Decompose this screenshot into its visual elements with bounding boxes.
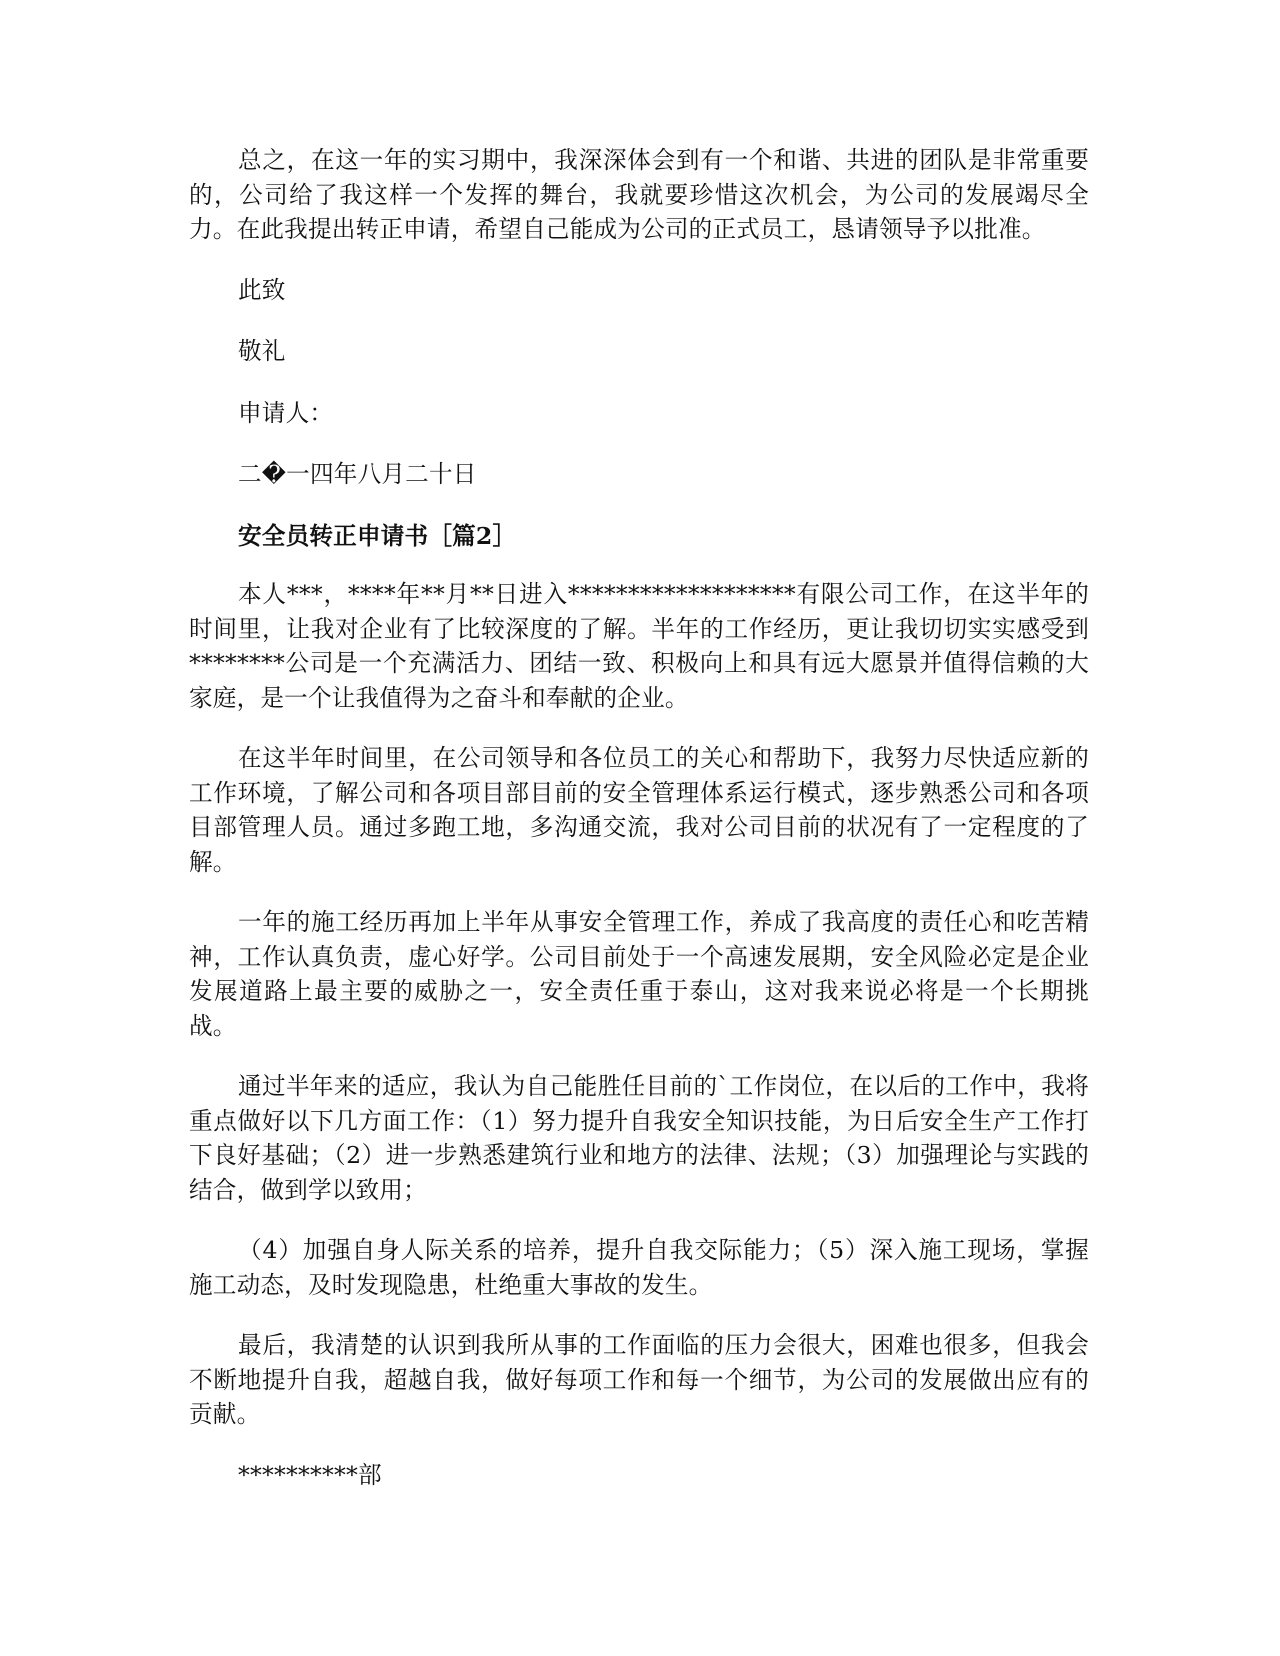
paragraph-conclusion: 总之，在这一年的实习期中，我深深体会到有一个和谐、共进的团队是非常重要的，公司给了我这样一个发挥的舞台，我就要珍惜这次机会，为公司的发展竭尽全力。在此我提出转正申请，希望自己能成为公司的正式员工，恳请领导予以批准。 [189, 146, 1089, 243]
paragraph-plans-continued: （4）加强自身人际关系的培养，提升自我交际能力；（5）深入施工现场，掌握施工动态，及时发现隐患，杜绝重大事故的发生。 [189, 1236, 1089, 1299]
section-heading: 安全员转正申请书［篇2］ [238, 521, 517, 550]
paragraph-adaptation: 在这半年时间里，在公司领导和各位员工的关心和帮助下，我努力尽快适应新的工作环境，了解公司和各项目部目前的安全管理体系运行模式，逐步熟悉公司和各项目部管理人员。通过多跑工地，多沟通交流，我对公司目前的状况有了一定程度的了解。 [189, 744, 1089, 876]
paragraph-experience: 一年的施工经历再加上半年从事安全管理工作，养成了我高度的责任心和吃苦精神，工作认真负责，虚心好学。公司目前处于一个高速发展期，安全风险必定是企业发展道路上最主要的威胁之一，安全责任重于泰山，这对我来说必将是一个长期挑战。 [189, 908, 1089, 1040]
closing-greeting-2: 敬礼 [238, 337, 286, 365]
applicant-label: 申请人： [238, 398, 334, 427]
paragraph-plans: 通过半年来的适应，我认为自己能胜任目前的`工作岗位，在以后的工作中，我将重点做好以下几方面工作：（1）努力提升自我安全知识技能，为日后安全生产工作打下良好基础；（2）进一步熟悉建筑行业和地方的法律、法规；（3）加强理论与实践的结合，做到学以致用； [189, 1072, 1089, 1204]
closing-greeting-1: 此致 [238, 275, 286, 304]
signature-department: **********部 [238, 1460, 382, 1489]
paragraph-final: 最后，我清楚的认识到我所从事的工作面临的压力会很大，困难也很多，但我会不断地提升自我，超越自我，做好每项工作和每一个细节，为公司的发展做出应有的贡献。 [189, 1331, 1089, 1428]
application-date: 二�一四年八月二十日 [238, 460, 477, 488]
document-body [189, 143, 1089, 1519]
paragraph-intro: 本人***，****年**月**日进入*******************有限公司工作，在这半年的时间里，让我对企业有了比较深度的了解。半年的工作经历，更让我切切实实感受到********公司是一个充满活力、团结一致、积极向上和具有远大愿景并值得信赖的大家庭，是一个让我值得为之奋斗和奉献的企业。 [189, 580, 1089, 712]
